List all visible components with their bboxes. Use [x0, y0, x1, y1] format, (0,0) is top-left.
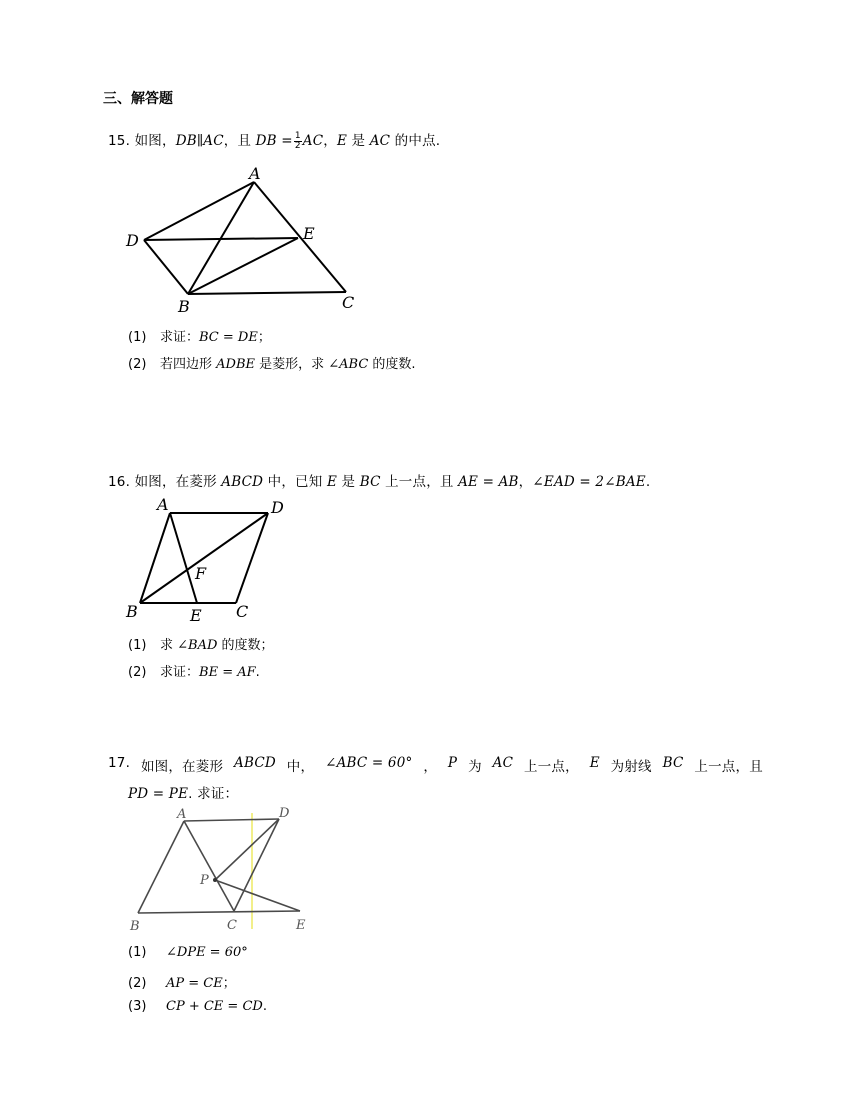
- section-title: 三、解答题: [103, 91, 173, 107]
- stem-math: BC: [662, 755, 684, 771]
- stem-text: 如图，在菱形: [140, 759, 224, 775]
- stem-text: 的中点.: [390, 133, 441, 149]
- stem-text: 如图，: [134, 133, 176, 149]
- question-17-stem-line2: [128, 782, 238, 802]
- sub-text: 的度数；: [217, 638, 274, 653]
- q16-sub2: [128, 661, 260, 680]
- label-A: A: [157, 495, 169, 514]
- label-E: E: [303, 224, 315, 243]
- stem-text: 中，: [286, 759, 315, 775]
- stem-text: 上一点，且: [380, 474, 459, 490]
- sub-text: 若四边形: [160, 357, 217, 372]
- segment-DC: [236, 513, 268, 603]
- stem-text: . 求证：: [188, 786, 239, 802]
- label-C: C: [227, 918, 237, 933]
- sub-math: CP + CE = CD: [166, 999, 263, 1014]
- stem-text: ，: [518, 474, 533, 490]
- sub-number: (1): [128, 945, 147, 960]
- sub-number: (3): [128, 999, 147, 1014]
- stem-math: E: [589, 755, 600, 771]
- q15-sub2: [128, 353, 416, 372]
- sub-text: ；: [222, 976, 236, 991]
- sub-text: ；: [257, 330, 271, 345]
- stem-text: 上一点，: [524, 759, 579, 775]
- figure-17: [128, 803, 318, 935]
- label-D: D: [271, 498, 284, 517]
- stem-math: BC: [359, 474, 381, 490]
- sub-number: (1): [128, 330, 147, 345]
- stem-text: .: [645, 474, 651, 490]
- segment-AC: [254, 182, 346, 292]
- segment-DE: [144, 238, 298, 240]
- stem-math: PD = PE: [128, 786, 189, 802]
- sub-number: (2): [128, 357, 147, 372]
- segment-AE: [170, 513, 197, 603]
- sub-text: 是菱形，求: [255, 357, 329, 372]
- label-C: C: [236, 602, 249, 621]
- sub-math: ∠ABC: [328, 357, 369, 372]
- stem-text: 如图，在菱形: [134, 474, 222, 490]
- q17-sub3: [128, 999, 267, 1014]
- stem-math: P: [447, 755, 458, 771]
- sub-number: (2): [128, 665, 147, 680]
- figure-15: [120, 160, 370, 320]
- stem-text: 是: [337, 474, 360, 490]
- stem-math: ABCD: [221, 474, 264, 490]
- q17-sub2: [128, 972, 236, 991]
- sub-text: .: [255, 665, 260, 680]
- stem-text: 为: [468, 759, 482, 775]
- stem-math: E: [336, 133, 347, 149]
- label-A: A: [177, 807, 187, 822]
- label-B: B: [130, 919, 140, 934]
- stem-math: ∠ABC = 60°: [325, 755, 413, 771]
- label-D: D: [126, 231, 139, 250]
- label-D: D: [279, 806, 290, 821]
- sub-text: .: [262, 999, 267, 1014]
- sub-number: (1): [128, 638, 147, 653]
- label-F: F: [195, 564, 207, 583]
- stem-text: ，: [323, 133, 337, 149]
- figure-16: [120, 493, 295, 628]
- question-number: 16.: [108, 474, 131, 490]
- sub-text: 求证：: [160, 330, 200, 345]
- fraction-denominator: 2: [294, 140, 301, 151]
- fraction-numerator: 1: [294, 130, 301, 141]
- stem-text: 为射线: [610, 759, 652, 775]
- sub-math: ∠BAD: [177, 638, 218, 653]
- stem-text: 中，已知: [263, 474, 327, 490]
- fraction: [294, 132, 302, 151]
- stem-math: DB =: [255, 133, 293, 149]
- q16-sub1: [128, 634, 274, 653]
- stem-text: ，: [423, 759, 438, 775]
- segment-DB: [144, 240, 188, 294]
- stem-text: ，且: [223, 133, 252, 149]
- stem-text: 上一点，且: [694, 759, 763, 775]
- figure-background: [128, 803, 318, 935]
- stem-math: AC: [302, 133, 324, 149]
- label-E: E: [190, 606, 202, 625]
- stem-math: AE = AB: [458, 474, 519, 490]
- label-B: B: [126, 602, 138, 621]
- question-number: 17.: [108, 755, 131, 771]
- sub-text: 的度数.: [368, 357, 416, 372]
- segment-BD: [140, 513, 268, 603]
- question-17-stem-line1: [108, 755, 763, 775]
- stem-math: AC: [492, 755, 514, 771]
- sub-math: ADBE: [216, 357, 255, 372]
- sub-text: 求证：: [160, 665, 200, 680]
- point-P: [213, 878, 217, 882]
- question-16-stem: [108, 470, 650, 490]
- question-number: 15.: [108, 133, 131, 149]
- q17-sub1: [128, 945, 248, 960]
- stem-math: E: [326, 474, 338, 490]
- stem-math: AC: [369, 133, 391, 149]
- sub-math: AP = CE: [166, 976, 223, 991]
- label-A: A: [249, 164, 261, 183]
- sub-text: 求: [160, 638, 178, 653]
- label-E: E: [296, 918, 306, 933]
- segment-BC: [188, 292, 346, 294]
- label-P: P: [200, 873, 209, 888]
- sub-math: BE = AF: [199, 665, 256, 680]
- sub-math: BC = DE: [199, 330, 258, 345]
- question-15-stem: [108, 129, 440, 151]
- stem-math: ABCD: [234, 755, 276, 771]
- label-B: B: [178, 297, 190, 316]
- sub-math: ∠DPE = 60°: [166, 945, 248, 960]
- q15-sub1: [128, 326, 271, 345]
- stem-math: DB∥AC: [175, 133, 224, 149]
- stem-text: 是: [347, 133, 370, 149]
- stem-math: ∠EAD = 2∠BAE: [532, 474, 646, 490]
- segment-BA: [140, 513, 170, 603]
- label-C: C: [342, 293, 355, 312]
- sub-number: (2): [128, 976, 147, 991]
